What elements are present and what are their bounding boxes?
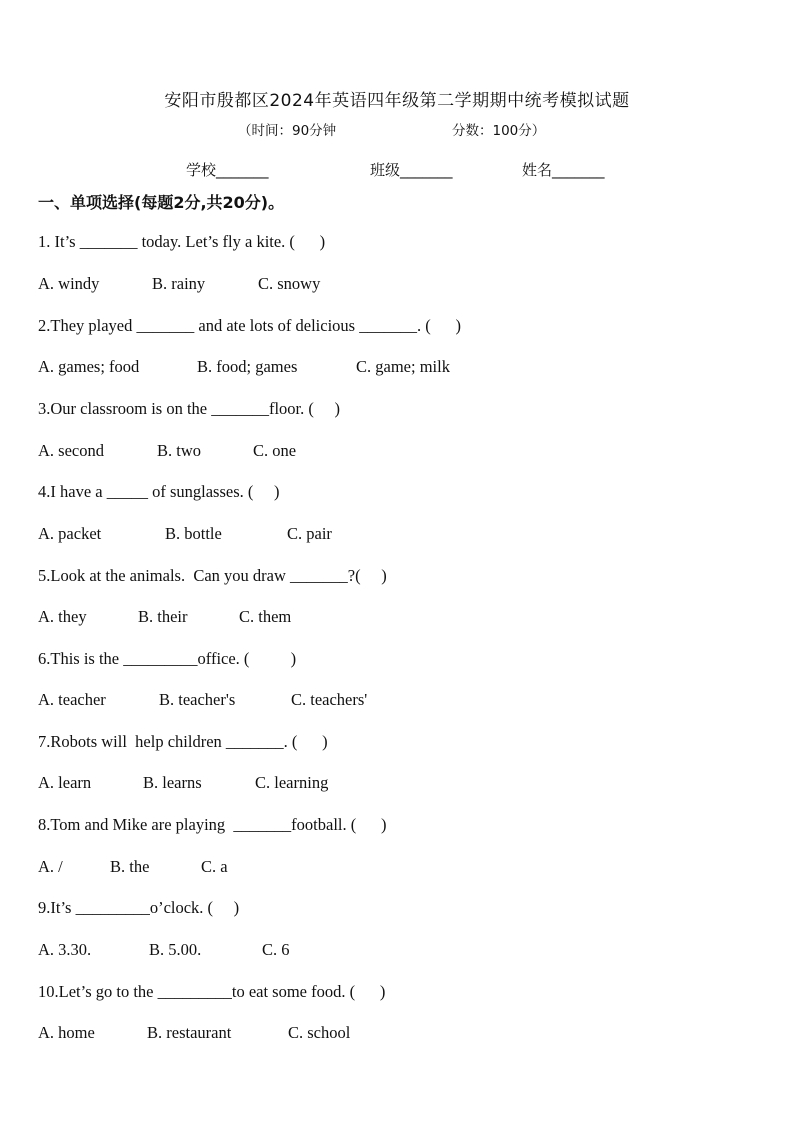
- exam-score: 分数：100分）: [452, 123, 546, 139]
- question-3: 3.Our classroom is on the _______floor. ( ): [38, 399, 341, 418]
- q1-option-a[interactable]: A. windy: [38, 274, 100, 293]
- q5-option-c[interactable]: C. them: [239, 607, 292, 626]
- q2-option-b[interactable]: B. food; games: [197, 357, 298, 376]
- q2-option-c[interactable]: C. game; milk: [356, 357, 450, 376]
- question-2: 2.They played _______ and ate lots of delicious _______. ( ): [38, 316, 461, 335]
- q6-option-c[interactable]: C. teachers': [291, 690, 368, 709]
- q9-option-a[interactable]: A. 3.30.: [38, 940, 92, 959]
- q7-option-c[interactable]: C. learning: [255, 773, 329, 792]
- q6-option-b[interactable]: B. teacher's: [159, 690, 236, 709]
- q7-option-a[interactable]: A. learn: [38, 773, 92, 792]
- name-field[interactable]: 姓名_______: [522, 161, 605, 179]
- q8-option-a[interactable]: A. /: [38, 857, 63, 876]
- q10-option-b[interactable]: B. restaurant: [147, 1023, 232, 1042]
- q10-option-c[interactable]: C. school: [288, 1023, 351, 1042]
- q9-option-c[interactable]: C. 6: [262, 940, 290, 959]
- question-9: 9.It’s _________o’clock. ( ): [38, 898, 240, 917]
- exam-title: 安阳市殷都区2024年英语四年级第二学期期中统考模拟试题: [164, 91, 630, 111]
- q8-option-c[interactable]: C. a: [201, 857, 228, 876]
- q2-option-a[interactable]: A. games; food: [38, 357, 140, 376]
- q3-option-c[interactable]: C. one: [253, 441, 297, 460]
- q7-option-b[interactable]: B. learns: [143, 773, 202, 792]
- question-10: 10.Let’s go to the _________to eat some food. ( ): [38, 982, 386, 1001]
- q3-option-b[interactable]: B. two: [157, 441, 202, 460]
- question-7: 7.Robots will help children _______. ( ): [38, 732, 328, 751]
- q8-option-b[interactable]: B. the: [110, 857, 150, 876]
- question-4: 4.I have a _____ of sunglasses. ( ): [38, 482, 280, 501]
- q9-option-b[interactable]: B. 5.00.: [149, 940, 202, 959]
- q5-option-a[interactable]: A. they: [38, 607, 87, 626]
- section-title: 一、单项选择(每题2分,共20分)。: [38, 193, 285, 212]
- school-field[interactable]: 学校_______: [186, 161, 269, 179]
- question-5: 5.Look at the animals. Can you draw _______?( ): [38, 566, 387, 585]
- q4-option-c[interactable]: C. pair: [287, 524, 332, 543]
- q6-option-a[interactable]: A. teacher: [38, 690, 106, 709]
- q10-option-a[interactable]: A. home: [38, 1023, 95, 1042]
- question-1: 1. It’s _______ today. Let’s fly a kite. ( ): [38, 232, 326, 251]
- q1-option-b[interactable]: B. rainy: [152, 274, 206, 293]
- question-6: 6.This is the _________office. ( ): [38, 649, 297, 668]
- class-field[interactable]: 班级_______: [370, 161, 453, 179]
- question-8: 8.Tom and Mike are playing _______football. ( ): [38, 815, 387, 834]
- exam-time: （时间：90分钟: [238, 123, 337, 139]
- q4-option-b[interactable]: B. bottle: [165, 524, 222, 543]
- q3-option-a[interactable]: A. second: [38, 441, 104, 460]
- q1-option-c[interactable]: C. snowy: [258, 274, 321, 293]
- q5-option-b[interactable]: B. their: [138, 607, 188, 626]
- q4-option-a[interactable]: A. packet: [38, 524, 102, 543]
